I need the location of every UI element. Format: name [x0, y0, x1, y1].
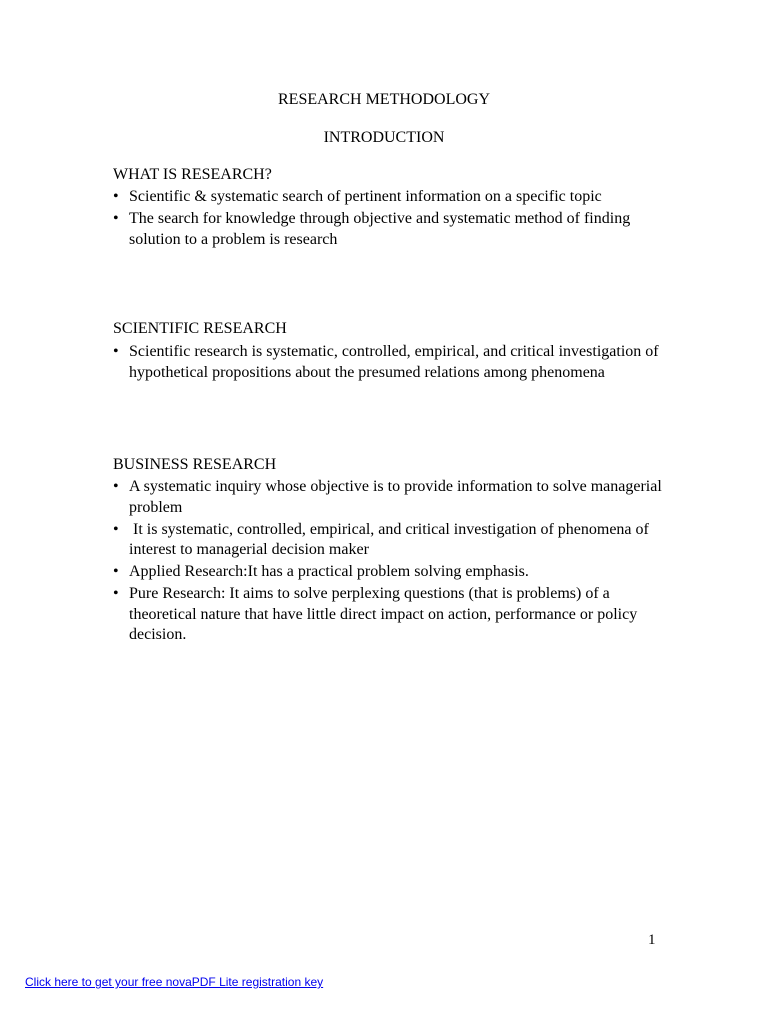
list-item [113, 584, 673, 646]
list-item-text: Scientific & systematic search of pertinent information on a specific topic [129, 188, 602, 205]
section-heading-what-is-research: WHAT IS RESEARCH? [113, 166, 272, 183]
list-item-text: Scientific research is systematic, controlled, empirical, and critical investigation of hypothetical propositions about the presumed relations among phenomena [129, 343, 659, 381]
list-item [113, 342, 673, 383]
bullet-list-scientific-research [113, 342, 673, 385]
section-heading-scientific-research: SCIENTIFIC RESEARCH [113, 320, 287, 337]
list-item-text: Pure Research: It aims to solve perplexing questions (that is problems) of a theoretical nature that have little direct impact on action, performance or policy decision. [129, 585, 638, 643]
list-item-text: Applied Research:It has a practical problem solving emphasis. [129, 563, 529, 580]
list-item [113, 562, 673, 583]
page-number: 1 [648, 932, 656, 948]
bullet-icon: • [113, 585, 119, 602]
document-title: RESEARCH METHODOLOGY [278, 91, 490, 108]
registration-key-link[interactable]: Click here to get your free novaPDF Lite registration key [25, 975, 324, 989]
list-item-text: It is systematic, controlled, empirical, and critical investigation of phenomena of interest to managerial decision maker [129, 520, 653, 558]
bullet-icon: • [113, 343, 119, 360]
bullet-icon: • [113, 563, 119, 580]
list-item-text: The search for knowledge through objective and systematic method of finding solution to a problem is research [129, 210, 631, 248]
bullet-icon: • [113, 210, 119, 227]
document-subtitle: INTRODUCTION [323, 129, 445, 146]
bullet-icon: • [113, 188, 119, 205]
bullet-icon: • [113, 520, 119, 538]
bullet-icon: • [113, 478, 119, 495]
list-item [113, 187, 673, 208]
section-heading-business-research: BUSINESS RESEARCH [113, 456, 277, 473]
list-item [113, 520, 673, 561]
bullet-list-what-is-research [113, 187, 673, 252]
list-item [113, 209, 673, 250]
list-item [113, 477, 673, 518]
list-item-text: A systematic inquiry whose objective is to provide information to solve managerial problem [129, 478, 662, 516]
bullet-list-business-research [113, 477, 673, 647]
